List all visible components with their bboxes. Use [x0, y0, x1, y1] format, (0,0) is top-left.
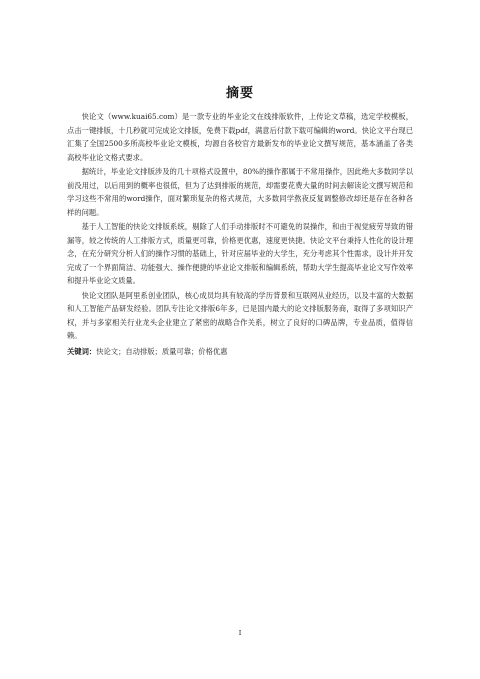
abstract-paragraph-1: 快论文（www.kuai65.com）是一款专业的毕业论文在线排版软件，上传论文草稿，选定学校模板，点击一键排版，十几秒就可完成论文排版，免费下载pdf，满意后付款下载可编辑的word。快论文平台现已汇集了全国2500多所高校毕业论文模板，均源自各校官方最新发布的毕业论文撰写规范，基本涵盖了各类高校毕业论文格式要求。: [67, 112, 413, 162]
keywords-text: 快论文；自动排版；质量可靠；价格优惠: [96, 347, 228, 356]
keywords-line: [67, 345, 413, 359]
abstract-title: 摘要: [225, 86, 254, 101]
keywords-label: 关键词：: [67, 347, 97, 356]
abstract-paragraph-3: 基于人工智能的快论文排版系统，剔除了人们手动排版时不可避免的误操作，和由于视觉疲劳导致的错漏等，较之传统的人工排版方式，质量更可靠，价格更优惠，速度更快捷。快论文平台秉持人性化的设计理念，在充分研究分析人们的操作习惯的基础上，针对应届毕业的大学生，充分考虑其个性需求，设计并开发完成了一个界面简洁、功能强大、操作便捷的毕业论文排版和编辑系统，帮助大学生提高毕业论文写作效率和提升毕业论文质量。: [67, 222, 413, 285]
page-number: I: [238, 629, 242, 637]
abstract-body: [67, 110, 413, 344]
abstract-paragraph-2: 据统计，毕业论文排版涉及的几十项格式设置中，80%的操作都属于不常用操作，因此绝大多数同学以前没用过，以后用到的概率也很低，但为了达到排版的规范，却需要花费大量的时间去解读论文撰写规范和学习这些不常用的word操作，面对繁琐复杂的格式规范，大多数同学熬夜反复调整修改却还是存在各种各样的问题。: [67, 167, 413, 217]
abstract-paragraph-4: 快论文团队是阿里系创业团队，核心成员均具有较高的学历背景和互联网从业经历，以及丰富的大数据和人工智能产品研发经验。团队专注论文排版6年多，已是国内最大的论文排版服务商，取得了多项知识产权，并与多家相关行业龙头企业建立了紧密的战略合作关系，树立了良好的口碑品牌，专业品质，值得信赖。: [67, 290, 413, 340]
